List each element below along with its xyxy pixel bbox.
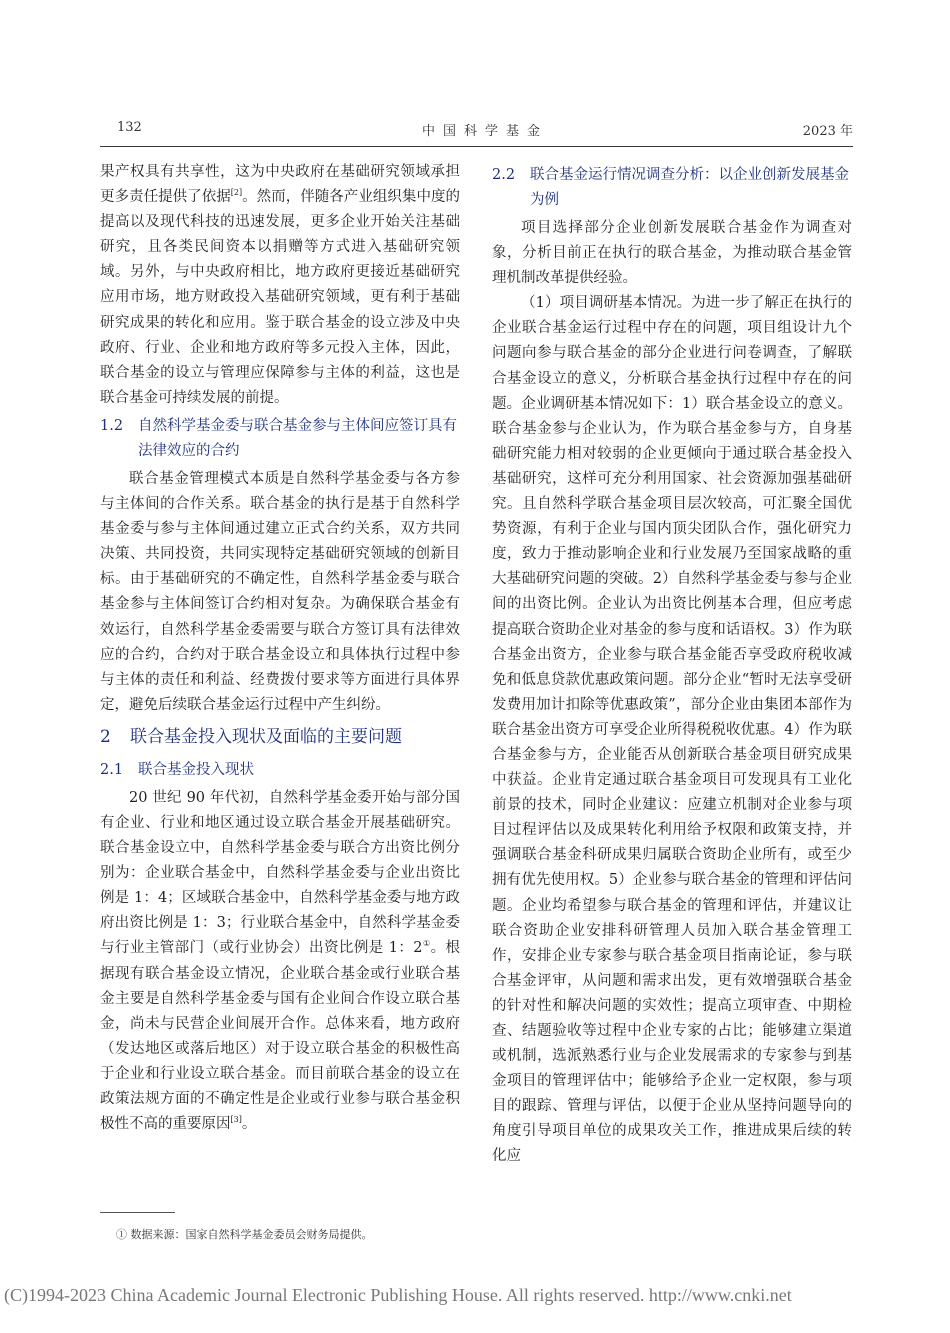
paragraph-text: 果产权具有共享性，这为中央政府在基础研究领域承担更多责任提供了依据: [100, 164, 460, 206]
paragraph: [100, 786, 460, 1137]
section-heading-2-2: [492, 163, 852, 213]
paragraph: （1）项目调研基本情况。为进一步了解正在执行的企业联合基金运行过程中存在的问题，项目组设计九个问题向参与联合基金的部分企业进行问卷调查，了解联合基金设立的意义，分析联合基金执行过程中存在的问题。企业调研基本情况如下：1）联合基金设立的意义。联合基金参与企业认为，作为联合基金参与方，自身基础研究能力相对较弱的企业更倾向于通过联合基金投入基础研究，这样可充分利用国家、社会资源加强基础研究。且自然科学联合基金项目层次较高，可汇聚全国优势资源，有利于企业与国内顶尖团队合作，强化研究力度，致力于推动影响企业和行业发展乃至国家战略的重大基础研究问题的突破。2）自然科学基金委与参与企业间的出资比例。企业认为出资比例基本合理，但应考虑提高联合资助企业对基金的参与度和话语权。3）作为联合基金出资方，企业参与联合基金能否享受政府税收减免和低息贷款优惠政策问题。部分企业“暂时无法享受研发费用加计扣除等优惠政策”，部分企业由集团本部作为联合基金出资方可享受企业所得税税收优惠。4）作为联合基金参与方，企业能否从创新联合基金项目研究成果中获益。企业肯定通过联合基金项目可发现具有工业化前景的技术，同时企业建议：应建立机制对企业参与项目过程评估以及成果转化利用给予权限和政策支持，并强调联合基金科研成果归属联合资助企业所有，或至少拥有优先使用权。5）企业参与联合基金的管理和评估问题。企业均希望参与联合基金的管理和评估，并建议让联合资助企业安排科研管理人员加入联合基金管理工作，安排企业专家参与联合基金项目指南论证，参与联合基金评审，从问题和需求出发，更有效增强联合基金的针对性和解决问题的实效性；提高立项审查、中期检查、结题验收等过程中企业专家的占比；能够建立渠道或机制，选派熟悉行业与企业发展需求的专家参与到基金项目的管理评估中；能够给予企业一定权限，参与项目的跟踪、管理与评估，以便于企业从坚持问题导向的角度引导项目单位的成果攻关工作，推进成果后续的转化应: [492, 295, 852, 1165]
section-title: 联合基金投入现状: [138, 761, 254, 778]
paragraph: 联合基金管理模式本质是自然科学基金委与各方参与主体间的合作关系。联合基金的执行是基于自然科学基金委与参与主体间通过建立正式合约关系，双方共同决策、共同投资，共同实现特定基础研究领域的创新目标。由于基础研究的不确定性，自然科学基金委与联合基金参与主体间签订合约相对复杂。为确保联合基金有效运行，自然科学基金委需要与联合方签订具有法律效应的合约，合约对于联合基金设立和具体执行过程中参与主体的责任和利益、经费拨付要求等方面进行具体界定，避免后续联合基金运行过程中产生纠纷。: [100, 470, 460, 713]
page-number: 132: [117, 120, 142, 135]
paragraph-text: 20 世纪 90 年代初，自然科学基金委开始与部分国有企业、行业和地区通过设立联合基金开展基础研究。联合基金设立中，自然科学基金委与联合方出资比例分别为：企业联合基金中，自然科学基金委与企业出资比例是 1：4；区域联合基金中，自然科学基金委与地方政府出资比例是 1：3；行业联合基金中，自然科学基金委与行业主管部门（或行业协会）出资比例是 1：2: [100, 789, 460, 957]
section-number: 1.2: [100, 417, 124, 434]
section-heading-2-1: [100, 758, 460, 783]
paragraph-text: 。根据现有联合基金设立情况，企业联合基金或行业联合基金主要是自然科学基金委与国有企业间合作设立联合基金，尚未与民营企业间展开合作。总体来看，地方政府（发达地区或落后地区）对于设立联合基金的积极性高于企业和行业设立联合基金。而目前联合基金的设立在政策法规方面的不确定性是企业或行业参与联合基金积极性不高的重要原因: [100, 940, 461, 1133]
citation-ref: [2]: [230, 188, 243, 198]
section-number: 2.2: [492, 167, 516, 183]
footnote-rule: [100, 1212, 175, 1213]
section-number: 2: [100, 726, 111, 747]
section-title: 联合基金投入现状及面临的主要问题: [130, 726, 402, 747]
paragraph-text: 。: [241, 1116, 257, 1133]
section-heading-1-2: [100, 414, 460, 464]
footnote-marker: ①: [422, 939, 431, 949]
section-title: 自然科学基金委与联合基金参与主体间应签订具有法律效应的合约: [138, 417, 457, 459]
journal-name: 中国科学基金: [421, 124, 548, 139]
left-column: [100, 160, 460, 1137]
footnote: ① 数据来源：国家自然科学基金委员会财务局提供。: [116, 1228, 373, 1241]
copyright-watermark: (C)1994-2023 China Academic Journal Electronic Publishing House. All rights reserved. http://www.cnki.net: [4, 1285, 792, 1305]
paragraph-text: 。然而，伴随各产业组织集中度的提高以及现代科技的迅速发展，更多企业开始关注基础研究，且各类民间资本以捐赠等方式进入基础研究领域。另外，与中央政府相比，地方政府更接近基础研究应用市场，地方财政投入基础研究领域，更有利于基础研究成果的转化和应用。鉴于联合基金的设立涉及中央政府、行业、企业和地方政府等多元投入主体，因此，联合基金的设立与管理应保障参与主体的利益，这也是联合基金可持续发展的前提。: [100, 189, 461, 406]
header-year: 2023 年: [802, 124, 853, 139]
citation-ref: [3]: [230, 1115, 242, 1125]
right-column: [492, 160, 852, 1170]
paragraph: 项目选择部分企业创新发展联合基金作为调查对象，分析目前正在执行的联合基金，为推动联合基金管理机制改革提供经验。: [492, 220, 852, 287]
running-header: [117, 120, 853, 142]
section-heading-2: [100, 722, 460, 752]
section-number: 2.1: [100, 761, 124, 778]
paragraph-continued: [100, 160, 460, 411]
section-title: 联合基金运行情况调查分析：以企业创新发展基金为例: [530, 167, 849, 208]
header-rule: [100, 146, 853, 147]
